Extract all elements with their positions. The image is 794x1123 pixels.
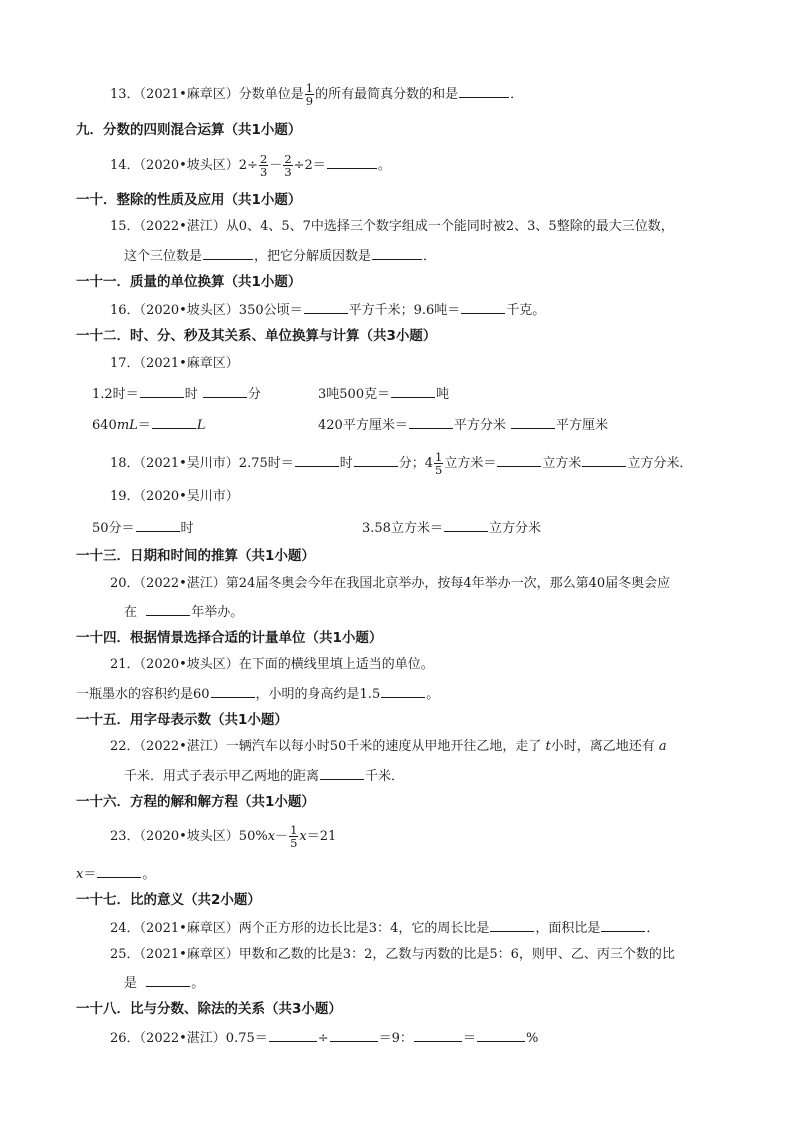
question-23: 23．（2020•坡头区）50%x－ $\frac{1}{5}$ x＝21 xyxy=(110,823,337,850)
question-24: 24．（2021•麻章区）两个正方形的边长比是3：4，它的周长比是 ，面积比是 ． xyxy=(110,918,659,938)
answer-blank[interactable] xyxy=(327,155,377,169)
answer-blank[interactable] xyxy=(140,384,184,398)
question-19-row-a: 50分＝ 时 xyxy=(92,518,194,538)
question-21-line-2: 一瓶墨水的容积约是60 ，小明的身高约是1.5 。 xyxy=(76,684,439,704)
fraction-1-5: $\frac{1}{5}$ xyxy=(290,823,298,850)
answer-blank[interactable] xyxy=(211,684,255,698)
section-14-title: 一十四．根据情景选择合适的计量单位（共1小题） xyxy=(76,630,383,646)
question-15-line-2: 这个三位数是 ，把它分解质因数是 ． xyxy=(124,246,436,266)
section-18-title: 一十八．比与分数、除法的关系（共3小题） xyxy=(76,1001,342,1017)
section-12-title: 一十二．时、分、秒及其关系、单位换算与计算（共3小题） xyxy=(76,328,437,344)
question-26: 26．（2022•湛江）0.75＝ ÷ ＝9： ＝ % xyxy=(110,1028,538,1048)
question-17-row-1a: 1.2时＝ 时 分 xyxy=(92,384,261,404)
answer-blank[interactable] xyxy=(136,518,180,532)
section-13-title: 一十三．日期和时间的推算（共1小题） xyxy=(76,548,315,564)
question-22-line-1: 22．（2022•湛江）一辆汽车以每小时50千米的速度从甲地开往乙地，走了 t小时，离乙地还有 a xyxy=(110,739,667,754)
question-20-line-1: 20．（2022•湛江）第24届冬奥会今年在我国北京举办，按每4年举办一次，那么第40届冬奥会应 xyxy=(110,576,671,591)
question-19-row-b: 3.58立方米＝ 立方分米 xyxy=(362,518,541,538)
answer-blank[interactable] xyxy=(497,453,541,467)
question-17-row-1b: 3吨500克＝ 吨 xyxy=(318,384,449,404)
question-17-row-2a: 640mL＝ L xyxy=(92,415,205,435)
question-14: 14．（2020•坡头区）2÷ $\frac{2}{3}$ － $\frac{2}{3}$ ÷2＝ 。 xyxy=(110,152,391,179)
answer-blank[interactable] xyxy=(444,518,488,532)
section-16-title: 一十六．方程的解和解方程（共1小题） xyxy=(76,794,315,810)
answer-blank[interactable] xyxy=(391,384,435,398)
question-17-head: 17．（2021•麻章区） xyxy=(110,356,239,371)
section-10-title: 一十．整除的性质及应用（共1小题） xyxy=(76,192,302,208)
question-15-line-1: 15．（2022•湛江）从0、4、5、7中选择三个数字组成一个能同时被2、3、5整除的最大三位数， xyxy=(110,219,674,234)
answer-blank[interactable] xyxy=(381,684,425,698)
answer-blank[interactable] xyxy=(409,415,453,429)
answer-blank[interactable] xyxy=(304,300,348,314)
answer-blank[interactable] xyxy=(330,1028,378,1042)
section-11-title: 一十一．质量的单位换算（共1小题） xyxy=(76,274,302,290)
answer-blank[interactable] xyxy=(490,918,534,932)
fraction-1-5: $\frac{1}{5}$ xyxy=(435,450,443,477)
answer-blank[interactable] xyxy=(269,1028,317,1042)
answer-blank[interactable] xyxy=(601,918,645,932)
answer-blank[interactable] xyxy=(203,246,253,260)
answer-blank[interactable] xyxy=(295,453,339,467)
question-25-line-1: 25．（2021•麻章区）甲数和乙数的比是3：2，乙数与丙数的比是5：6，则甲、乙、丙三个数的比 xyxy=(110,947,675,962)
fraction-2-3: $\frac{2}{3}$ xyxy=(259,152,268,179)
question-25-line-2: 是 。 xyxy=(124,973,204,993)
answer-blank[interactable] xyxy=(459,84,509,98)
answer-blank[interactable] xyxy=(372,246,422,260)
question-13: 13．（2021•麻章区）分数单位是 $\frac{1}{9}$ 的所有最简真分数的和是 ． xyxy=(110,81,524,108)
answer-blank[interactable] xyxy=(354,453,398,467)
answer-blank[interactable] xyxy=(414,1028,462,1042)
question-16: 16．（2020•坡头区）350公顷＝ 平方千米；9.6吨＝ 千克。 xyxy=(110,300,545,320)
section-9-title: 九．分数的四则混合运算（共1小题） xyxy=(76,122,302,138)
fraction-2-3: $\frac{2}{3}$ xyxy=(284,152,292,179)
answer-blank[interactable] xyxy=(152,415,196,429)
answer-blank[interactable] xyxy=(320,766,364,780)
answer-blank[interactable] xyxy=(97,864,141,878)
question-20-line-2: 在 年举办。 xyxy=(124,602,243,622)
question-17-row-2b: 420平方厘米＝ 平方分米 平方厘米 xyxy=(318,415,608,435)
question-18: 18．（2021•吴川市）2.75时＝ 时 分；4 $\frac{1}{5}$ 立方米＝ 立方米 立方分米． xyxy=(110,450,693,477)
question-19-head: 19．（2020•吴川市） xyxy=(110,489,239,504)
q13-text: 13．（2021•麻章区）分数单位是 xyxy=(110,87,304,102)
section-17-title: 一十七．比的意义（共2小题） xyxy=(76,892,261,908)
answer-blank[interactable] xyxy=(461,300,505,314)
question-21-line-1: 21．（2020•坡头区）在下面的横线里填上适当的单位。 xyxy=(110,657,434,672)
answer-blank[interactable] xyxy=(511,415,555,429)
fraction-1-9: $\frac{1}{9}$ xyxy=(305,81,314,108)
question-22-line-2: 千米．用式子表示甲乙两地的距离 千米． xyxy=(124,766,404,786)
answer-blank[interactable] xyxy=(582,453,626,467)
answer-blank[interactable] xyxy=(477,1028,525,1042)
answer-blank[interactable] xyxy=(146,602,190,616)
section-15-title: 一十五．用字母表示数（共1小题） xyxy=(76,712,288,728)
answer-blank[interactable] xyxy=(203,384,247,398)
answer-blank[interactable] xyxy=(146,973,190,987)
question-23-answer: x＝ 。 xyxy=(76,864,155,884)
